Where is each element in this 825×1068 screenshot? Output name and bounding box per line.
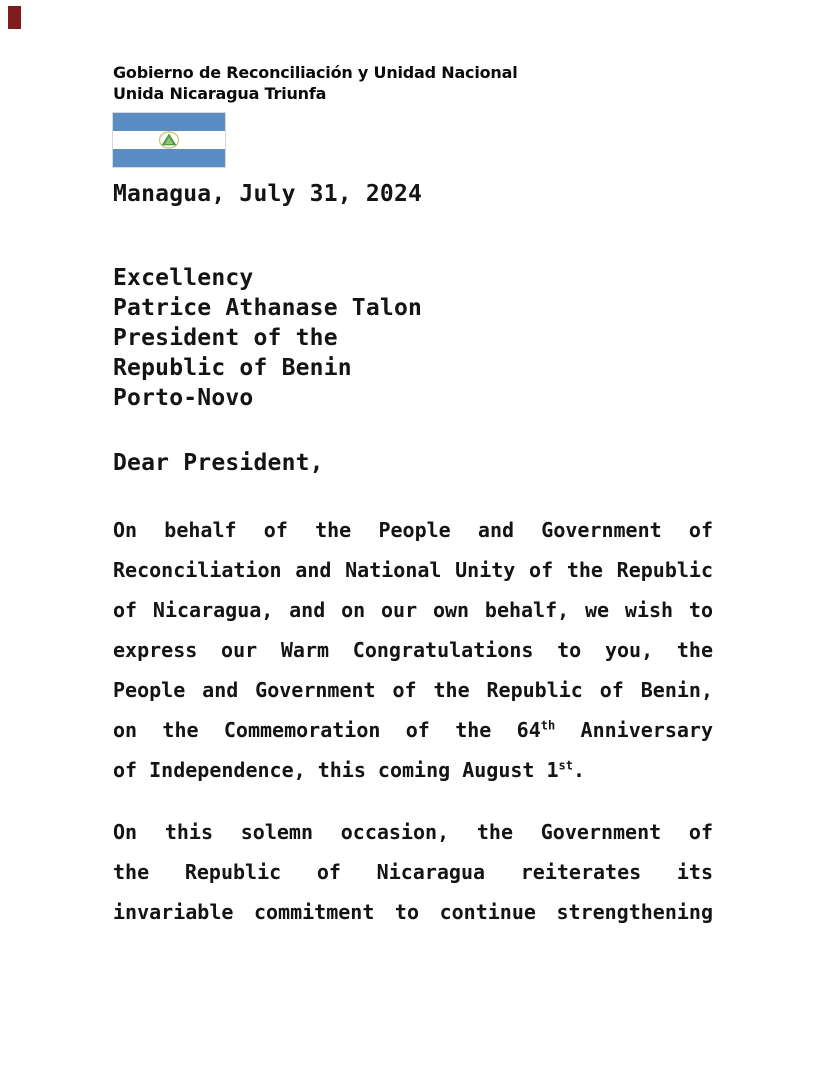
ordinal-superscript: st	[558, 758, 573, 773]
letter-line: On behalf of the People and Government of	[113, 518, 713, 542]
letter-line: Porto-Novo	[113, 385, 254, 411]
body-paragraph-2	[113, 812, 713, 932]
letter-line: President of the	[113, 325, 338, 351]
corner-mark	[8, 6, 21, 29]
letterhead	[113, 62, 518, 104]
letter-line: On this solemn occasion, the Government of	[113, 820, 713, 844]
letter-line: People and Government of the Republic of Benin,	[113, 678, 713, 702]
letterhead-org-line2: Unida Nicaragua Triunfa	[113, 84, 327, 103]
letter-line: Reconciliation and National Unity of the Republic	[113, 558, 713, 582]
recipient-address-block	[113, 263, 422, 413]
letter-line: of Independence, this coming August 1st.	[113, 758, 586, 782]
nicaragua-flag-image	[113, 113, 225, 167]
flag-stripe-middle	[113, 131, 225, 149]
letter-line: Patrice Athanase Talon	[113, 295, 423, 321]
flag-stripe-top	[113, 113, 225, 131]
letter-line: invariable commitment to continue strengthening	[113, 900, 713, 924]
salutation: Dear President,	[113, 450, 324, 476]
flag-stripe-bottom	[113, 149, 225, 167]
letter-line: Republic of Benin	[113, 355, 352, 381]
letterhead-org-line1: Gobierno de Reconciliación y Unidad Nacional	[113, 63, 518, 82]
letter-line: the Republic of Nicaragua reiterates its	[113, 860, 713, 884]
letter-line: express our Warm Congratulations to you, the	[113, 638, 713, 662]
letter-line: Excellency	[113, 265, 254, 291]
dateline: Managua, July 31, 2024	[113, 181, 423, 207]
body-paragraph-1	[113, 510, 713, 790]
nicaragua-coat-of-arms-icon	[157, 131, 181, 149]
letter-line: of Nicaragua, and on our own behalf, we wish to	[113, 598, 713, 622]
ordinal-superscript: th	[540, 718, 556, 733]
letter-line: on the Commemoration of the 64th Anniversary	[113, 718, 713, 742]
